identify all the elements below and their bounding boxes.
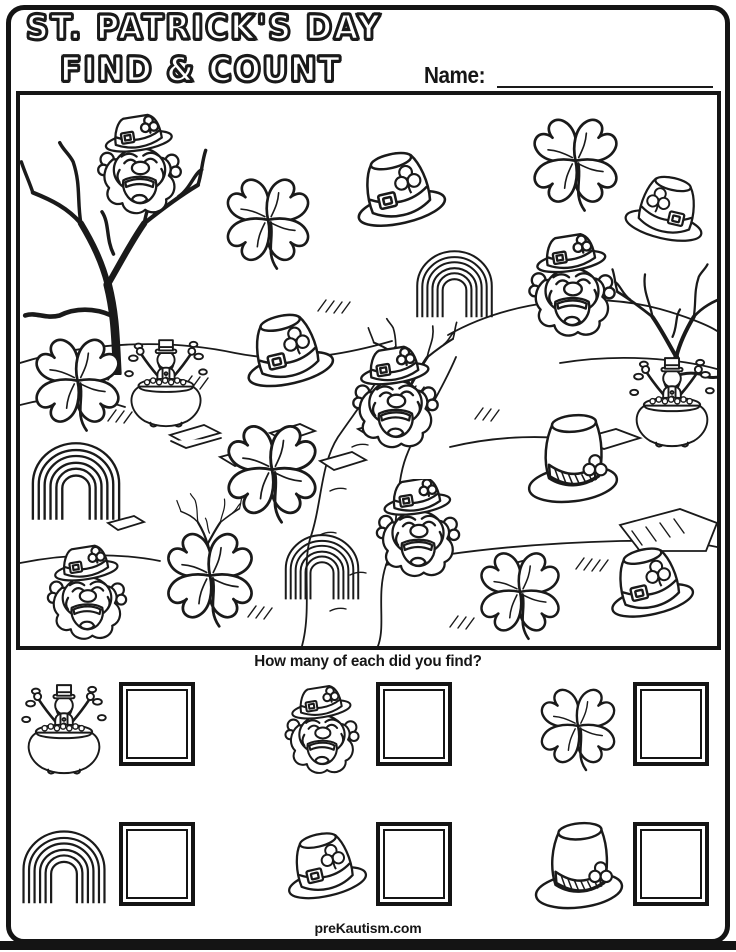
scene-items xyxy=(21,112,717,639)
scene-item-hat-tilted xyxy=(601,541,696,623)
scene-item-hat-tilted xyxy=(623,169,712,246)
scene-item-leprechaun xyxy=(377,475,459,576)
scene-item-rainbow xyxy=(417,251,492,317)
answer-box-pot-of-gold[interactable] xyxy=(119,682,195,766)
scene-illustration xyxy=(20,95,717,646)
answer-box-leprechaun-hat[interactable] xyxy=(376,822,452,906)
page-title-line2: FIND & COUNT xyxy=(60,50,342,90)
answer-value xyxy=(640,829,702,899)
find-scene xyxy=(16,91,721,650)
count-icon-pot-of-gold xyxy=(20,680,108,780)
bottom-rule xyxy=(0,941,736,950)
count-icon-top-hat xyxy=(532,818,626,916)
scene-item-leprechaun xyxy=(98,112,181,213)
scene-item-rainbow xyxy=(286,535,358,599)
count-icon-rainbow xyxy=(18,824,110,908)
scene-item-clover xyxy=(530,115,621,210)
answer-box-rainbow[interactable] xyxy=(119,822,195,906)
scene-item-hat-tilted xyxy=(237,307,336,393)
answer-value xyxy=(640,689,702,759)
count-question: How many of each did you find? xyxy=(254,653,482,670)
count-icon-shamrock xyxy=(534,682,622,774)
scene-item-pot xyxy=(630,358,714,446)
answer-box-leprechaun[interactable] xyxy=(376,682,452,766)
answer-box-top-hat[interactable] xyxy=(633,822,709,906)
count-icon-leprechaun xyxy=(280,684,364,782)
answer-value xyxy=(126,829,188,899)
answer-value xyxy=(383,689,445,759)
scene-item-rainbow xyxy=(33,443,119,519)
answer-value xyxy=(126,689,188,759)
name-label: Name: xyxy=(424,62,486,88)
page-title-line1: ST. PATRICK'S DAY xyxy=(26,8,382,48)
scene-item-hat-tall xyxy=(527,413,619,506)
answer-box-shamrock[interactable] xyxy=(633,682,709,766)
footer-credit: preKautism.com xyxy=(314,920,422,936)
count-icon-leprechaun-hat xyxy=(281,828,369,910)
scene-item-hat-tilted xyxy=(347,145,449,233)
answer-value xyxy=(383,829,445,899)
scene-item-clover xyxy=(164,529,257,626)
name-input-line[interactable] xyxy=(497,64,713,88)
scene-item-clover xyxy=(223,175,313,269)
scene-item-leprechaun xyxy=(529,231,614,336)
